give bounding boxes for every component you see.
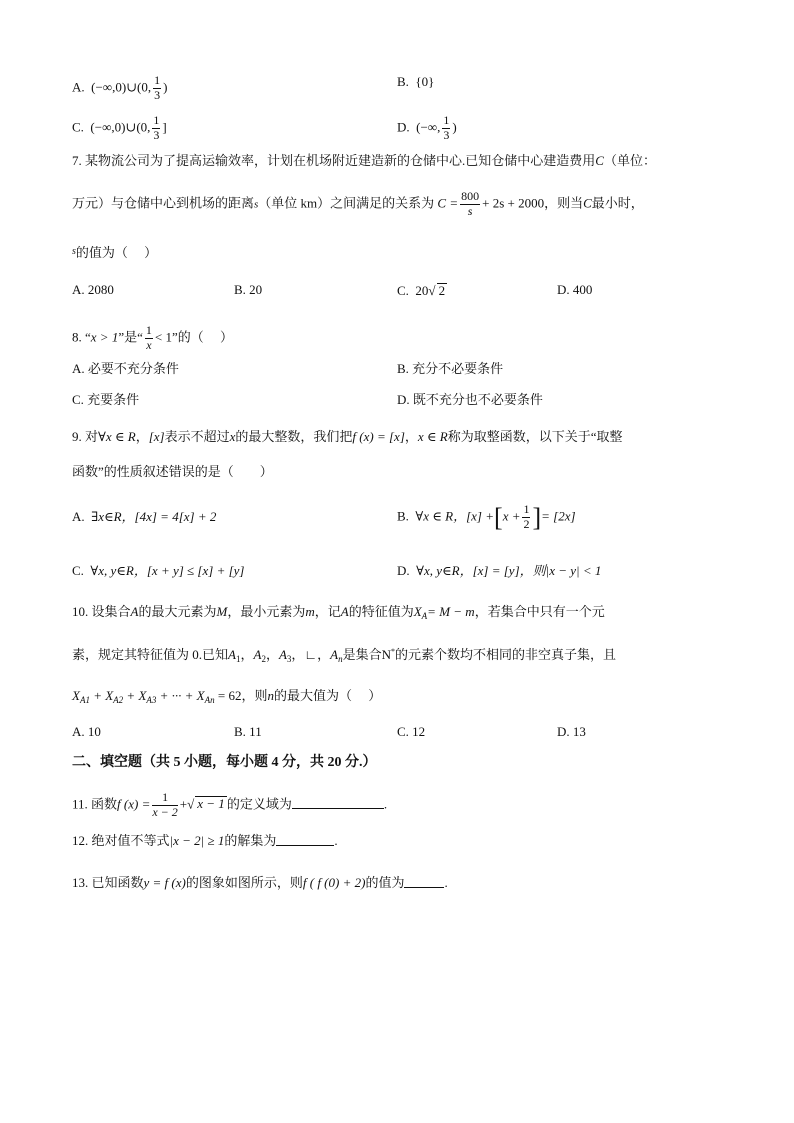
bracket: ] [532,503,542,533]
option-coef: 20 [415,283,429,298]
numerator: 1 [443,113,450,127]
q10-math: + ··· + X [159,688,205,703]
option-label: A. [72,509,85,524]
q13-stem [72,876,448,889]
q10-math: N [381,647,392,662]
numerator: 1 [153,113,160,127]
answer-blank[interactable] [276,834,334,846]
q13-math: f ( f (0) + 2) [302,875,366,890]
q7-line3 [72,246,157,259]
q10-text: ，记 [314,604,341,619]
q10-math: A [340,604,349,619]
option-label: C. [72,563,84,578]
var-c: C [583,195,592,211]
q7-text: 万元）与仓储中心到机场的距离 [72,195,255,211]
q6-option-c [72,114,167,143]
q10-math: A [330,647,339,662]
radicand: x − 1 [197,796,225,812]
q10-text: ，最小元素为 [227,604,306,619]
q10-text: ， [265,647,279,662]
q11-text: 11. 函数 [72,796,118,812]
q9-option-d [397,564,601,577]
option-label: D. [397,119,410,135]
formula-rest: + 2s + 2000 [482,195,545,211]
option-tail: ) [452,119,457,135]
q10-math: * [391,647,396,656]
option-label: D. [397,563,410,578]
q10-line3 [72,689,381,705]
numerator: 1 [154,73,161,87]
var-s: s [254,198,259,211]
fraction [152,114,160,143]
q9-math: ∀x ∈ R [98,429,136,444]
q12-stem [72,834,338,847]
bracket: [ [494,503,503,533]
answer-blank[interactable] [292,797,384,809]
q13-text: 的图象如图所示，则 [185,875,303,890]
q10-option-b: B. 11 [234,724,262,739]
section-heading: 二、填空题（共 5 小题，每小题 4 分，共 20 分.） [72,755,377,770]
numerator: 1 [152,791,177,806]
q10-option-c: C. 12 [397,724,426,739]
q7-option-c: C. 20√ 2 [397,283,446,298]
q10-text: 的元素个数均不相同的非空真子集，且 [395,647,617,662]
q10-line2 [72,648,616,664]
option-text: ∀x, y∈R，[x + y] ≤ [x] + [y] [90,563,245,578]
denominator: 3 [153,127,160,142]
q10-option-a: A. 10 [72,724,101,739]
option-text: {0} [415,74,435,89]
q10-math: A [228,647,236,662]
formula-lhs: C = [437,195,459,211]
option-label: B. [397,508,409,524]
option-label: C. [397,283,409,298]
q12-text: . [334,833,338,848]
option-text: (−∞,0)∪(0, [90,119,151,135]
q11-text: 的定义域为 [226,796,292,812]
q6-option-a [72,74,167,103]
q9-text: 的最大整数，我们把 [235,429,353,444]
answer-blank[interactable] [404,876,444,888]
q10-math: ∟ [304,647,318,662]
q10-math: 3 [286,654,292,664]
fraction [153,74,161,103]
q6-option-d [397,114,457,143]
denominator: 2 [523,516,530,531]
q9-line1 [72,430,623,443]
denominator: s [467,203,473,218]
numerator: 1 [523,502,530,516]
denominator: x − 2 [152,804,178,819]
q7-text: ，则当 [544,195,584,211]
q7-line2 [72,190,644,219]
q9-option-b [397,503,576,532]
q9-option-c [72,564,245,577]
denominator: 3 [443,127,450,142]
q9-text: 9. 对 [72,429,99,444]
q7-option-a: A. 2080 [72,282,114,297]
fraction [522,503,530,532]
q8-text: 8. “ [72,329,91,345]
option-label: C. [72,119,84,135]
q12-text: 12. 绝对值不等式 [72,833,170,848]
option-text: (−∞, [416,119,441,135]
option-text: ∀x ∈ R，[x] + [415,508,495,524]
q10-text: ， [240,647,254,662]
q10-math: A3 [146,695,157,705]
q8-text: ”是“ [118,329,143,345]
numerator: 1 [145,323,152,337]
q10-math: X [72,688,80,703]
var-c: C [595,153,604,168]
q10-math: 1 [235,654,241,664]
q10-option-d: D. 13 [557,724,586,739]
q8-option-c: C. 充要条件 [72,392,140,407]
q10-text: 的最大值为（ ） [274,688,382,703]
q10-math: = 62 [217,688,242,703]
q7-text: 最小时， [591,195,644,211]
option-label: B. [397,74,409,89]
q8-option-d: D. 既不充分也不必要条件 [397,392,543,407]
q13-text: 的值为 [365,875,405,890]
q7-line1 [72,154,656,167]
q10-text: 的最大元素为 [138,604,217,619]
q8-cond2: < 1 [154,329,172,345]
q9-math: f (x) = [x] [352,429,405,444]
q10-text: ， [317,647,331,662]
q10-text: 是集合 [342,647,382,662]
q9-text: ， [404,429,418,444]
q10-text: ，若集合中只有一个元 [474,604,605,619]
option-text: x + [502,508,521,524]
q7-text: （单位： [603,153,656,168]
q11-math: + [179,796,188,812]
numerator: 800 [461,189,480,203]
q10-math: A2 [113,695,124,705]
q9-text: ， [135,429,149,444]
q9-math: x [229,429,236,444]
q10-text: ，则 [241,688,268,703]
radicand: 2 [438,283,446,298]
q11-text: . [383,796,388,812]
q8-option-b: B. 充分不必要条件 [397,361,504,376]
q8-stem [72,324,233,353]
q7-text: 的值为（ ） [75,245,158,260]
fraction [442,114,450,143]
q10-text: 素，规定其特征值为 0.已知 [72,647,229,662]
denominator: 3 [154,87,161,102]
q10-math: = M − m [427,604,475,619]
q13-text: 13. 已知函数 [72,875,144,890]
q8-text: ”的（ ） [171,329,233,345]
q10-math: M [216,604,228,619]
q9-text: 称为取整函数，以下关于“取整 [447,429,623,444]
q12-text: 的解集为 [224,833,277,848]
q9-text: 表示不超过 [164,429,230,444]
q10-math: An [204,695,215,705]
q10-text: 的特征值为 [348,604,414,619]
q9-math: x ∈ R [417,429,448,444]
q10-math: m [305,604,315,619]
q12-math: |x − 2| ≥ 1 [169,833,225,848]
q10-line1 [72,605,605,621]
q6-option-b [397,75,434,88]
q10-math: A [278,647,287,662]
option-tail: ] [162,119,167,135]
q10-math: A [130,604,139,619]
fraction [145,324,153,353]
q7-option-b: B. 20 [234,282,263,297]
q9-line2: 函数”的性质叙述错误的是（ ） [72,464,273,479]
q11-stem: 11. 函数f (x) = $\frac{1}{x - 2}$ +√ x − 1 的定义域为 . [72,790,388,819]
denominator: x [146,337,152,352]
option-tail: ) [163,79,168,95]
q10-math: 2 [261,654,266,664]
q8-cond1: x > 1 [90,329,119,345]
option-text: ∀x, y∈R，[x] = [y]，则|x − y| < 1 [416,563,602,578]
option-text: = [2x] [541,508,576,524]
q7-text: 7. 某物流公司为了提高运输效率，计划在机场附近建造新的仓储中心.已知仓储中心建造费用 [72,153,596,168]
q13-math: y = f (x) [143,875,186,890]
q7-option-d: D. 400 [557,282,593,297]
q9-math: [x] [148,429,165,444]
option-text: (−∞,0)∪(0, [91,79,152,95]
var-s: s [72,246,76,257]
q11-math: f (x) = [117,796,151,812]
q10-math: A [421,611,428,621]
fraction [152,791,177,820]
q10-math: X [413,604,422,619]
q10-text: ， [291,647,305,662]
q10-math: n [267,688,274,703]
q10-math: + X [93,688,114,703]
q10-text: 10. 设集合 [72,604,131,619]
q10-math: A [253,647,262,662]
q10-math: A1 [79,695,90,705]
q13-text: . [444,875,448,890]
q8-option-a: A. 必要不充分条件 [72,361,179,376]
q7-text: （单位 km）之间满足的关系为 [258,195,435,211]
option-label: A. [72,79,85,95]
q10-math: n [338,654,343,664]
q9-option-a [72,510,216,523]
option-text: ∃x∈R，[4x] = 4[x] + 2 [91,509,217,524]
q10-math: + X [126,688,147,703]
fraction [460,190,480,219]
